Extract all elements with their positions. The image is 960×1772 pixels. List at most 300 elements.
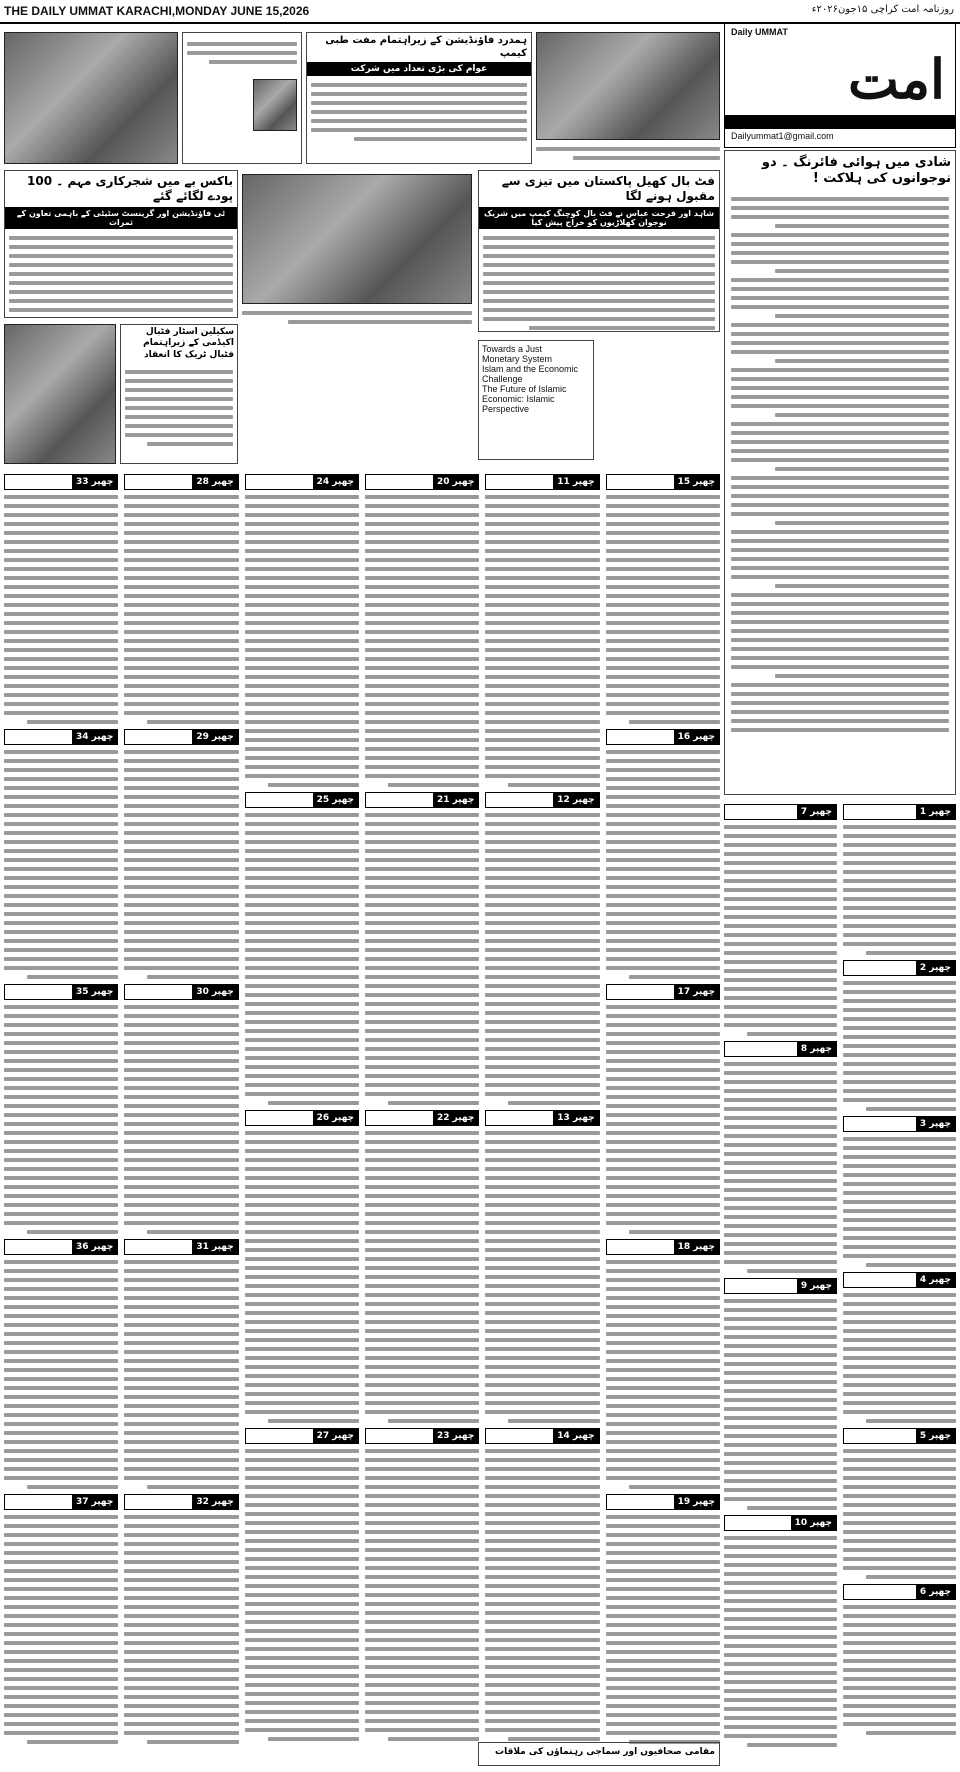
text-line [124,795,238,799]
text-line [365,549,479,553]
text-line [365,693,479,697]
text-line [606,585,720,589]
text-line [4,1668,118,1672]
text-line [365,1029,479,1033]
section-tag-number: چھپر 30 [192,985,237,999]
text-line [365,1728,479,1732]
text-line [4,1560,118,1564]
text-line [124,1332,238,1336]
text-line [508,1737,599,1741]
text-line [843,1164,956,1168]
text-line [124,957,238,961]
text-line [365,1449,479,1453]
text-line [724,1317,837,1321]
text-line [724,1626,837,1630]
text-line [124,1077,238,1081]
text-line [724,924,837,928]
text-line [485,1230,599,1234]
text-line [245,540,359,544]
text-line [124,921,238,925]
section-tag [245,1110,359,1126]
section-tag-number: چھپر 12 [553,793,598,807]
text-line [245,675,359,679]
text-line [4,1422,118,1426]
text-line [606,1404,720,1408]
text-line [724,1599,837,1603]
text-line [245,1485,359,1489]
text-line [365,921,479,925]
text-line [365,1356,479,1360]
book-line-2: Monetary System [482,354,553,364]
text-line [124,504,238,508]
text-line [124,1122,238,1126]
text-line [724,879,837,883]
text-line [124,1686,238,1690]
text-line [365,720,479,724]
text-line [365,1176,479,1180]
section-tag-number: چھپر 25 [313,793,358,807]
text-line [245,885,359,889]
text-line [843,1218,956,1222]
text-line [245,1320,359,1324]
column-6 [365,470,479,1766]
text-line [485,495,599,499]
text-line [606,1104,720,1108]
text-line [245,630,359,634]
text-line [606,1587,720,1591]
text-line [485,1284,599,1288]
section-tag [724,1278,837,1294]
text-line [606,576,720,580]
text-line [124,1041,238,1045]
text-line [724,825,837,829]
text-line [629,1485,720,1489]
text-line [365,840,479,844]
text-line [245,957,359,961]
text-line [4,1404,118,1408]
text-line [124,1551,238,1555]
text-line [124,1677,238,1681]
text-line [245,903,359,907]
section-tag [365,1428,479,1444]
text-line [365,1548,479,1552]
text-line [4,1032,118,1036]
text-line [4,1278,118,1282]
text-line [365,1365,479,1369]
text-line [365,1656,479,1660]
text-line [124,1149,238,1153]
text-line [365,1719,479,1723]
text-line [606,876,720,880]
text-line [606,813,720,817]
text-line [245,1002,359,1006]
text-line [124,1176,238,1180]
text-line [365,894,479,898]
text-line [843,1311,956,1315]
text-line [245,1356,359,1360]
text-line [724,1197,837,1201]
text-line [4,849,118,853]
text-line [124,804,238,808]
text-line [245,1212,359,1216]
column-grid-left [4,470,720,1766]
text-line [606,1260,720,1264]
text-line [365,1065,479,1069]
text-line [245,1512,359,1516]
text-line [124,1431,238,1435]
text-line [245,648,359,652]
text-line [365,747,479,751]
text-line [4,1542,118,1546]
photo-portrait [253,79,297,131]
text-line [843,1302,956,1306]
text-line [485,912,599,916]
football-subhead: شاہد اور فرحت عباس نے فٹ بال کوچنگ کیمپ میں شریک نوجوان کھلاڑیوں کو خراج پیش کیا [479,207,719,229]
text-line [4,1104,118,1108]
text-line [485,1710,599,1714]
text-line [724,1590,837,1594]
text-line [365,966,479,970]
text-line [124,912,238,916]
text-line [485,1194,599,1198]
text-line [724,1488,837,1492]
text-line [124,750,238,754]
text-line [245,939,359,943]
text-line [4,822,118,826]
text-line [724,1362,837,1366]
text-line [4,1632,118,1636]
football-headline: فٹ بال کھیل پاکستان میں تیزی سے مقبول ہونے لگا [501,174,715,203]
text-line [124,867,238,871]
text-line [124,786,238,790]
text-line [724,969,837,973]
text-line [485,522,599,526]
text-line [365,702,479,706]
text-line [245,657,359,661]
text-line [724,1734,837,1738]
text-line [124,930,238,934]
text-line [124,648,238,652]
text-line [606,948,720,952]
text-line [124,831,238,835]
text-line [843,1155,956,1159]
text-line [4,1059,118,1063]
text-line [629,720,720,724]
text-line [365,1302,479,1306]
text-line [245,1221,359,1225]
section-tag [485,792,599,808]
text-line [245,1302,359,1306]
text-line [4,1122,118,1126]
text-line [843,1254,956,1258]
text-line [485,822,599,826]
text-line [365,630,479,634]
text-line [724,987,837,991]
column-1 [843,800,956,1766]
text-line [4,630,118,634]
text-line [245,1611,359,1615]
text-line [606,1623,720,1627]
text-line [724,1461,837,1465]
text-line [724,1098,837,1102]
text-line [606,1149,720,1153]
section-tag-number: چھپر 4 [916,1273,955,1287]
text-line [124,639,238,643]
text-line [724,978,837,982]
text-line [245,1011,359,1015]
text-line [365,822,479,826]
text-line [124,1614,238,1618]
section-tag [124,984,238,1000]
text-line [365,1392,479,1396]
text-line [245,1665,359,1669]
text-line [843,1182,956,1186]
text-line [388,1419,479,1423]
text-line [124,759,238,763]
text-line [606,1122,720,1126]
text-line [365,993,479,997]
text-line [124,1413,238,1417]
text-line [245,1728,359,1732]
text-line [245,1401,359,1405]
text-line [485,675,599,679]
text-line [245,1092,359,1096]
text-line [4,1524,118,1528]
text-line [843,1521,956,1525]
text-line [245,702,359,706]
text-line [4,1005,118,1009]
text-line [606,1077,720,1081]
section-tag [124,1494,238,1510]
text-line [365,1320,479,1324]
text-line [724,1416,837,1420]
text-line [606,612,720,616]
text-line [606,1131,720,1135]
text-line [4,1533,118,1537]
text-line [724,1653,837,1657]
text-line [365,666,479,670]
text-line [485,1365,599,1369]
text-line [124,840,238,844]
text-line [4,1194,118,1198]
text-line [245,1593,359,1597]
text-line [606,1422,720,1426]
text-line [124,549,238,553]
text-line [606,1296,720,1300]
text-line [245,1149,359,1153]
text-line [124,1359,238,1363]
text-line [245,684,359,688]
text-line [4,957,118,961]
text-line [843,999,956,1003]
text-line [245,1257,359,1261]
text-line [245,729,359,733]
text-line [365,1458,479,1462]
text-line [485,765,599,769]
text-line [4,903,118,907]
photo-tree-planting [4,32,178,164]
text-line [843,1410,956,1414]
masthead [724,22,956,148]
text-line [485,729,599,733]
text-line [124,1632,238,1636]
text-line [245,1674,359,1678]
text-line [724,1215,837,1219]
text-line [4,912,118,916]
text-line [245,1167,359,1171]
text-line [124,1260,238,1264]
text-line [485,1602,599,1606]
text-line [245,1710,359,1714]
text-line [485,1548,599,1552]
text-line [4,930,118,934]
text-line [365,1665,479,1669]
text-line [606,1314,720,1318]
text-line [843,1614,956,1618]
text-line [365,711,479,715]
text-line [485,1575,599,1579]
text-line [124,1386,238,1390]
text-line [606,759,720,763]
text-line [866,951,956,955]
text-line [365,1638,479,1642]
section-tag-number: چھپر 7 [797,805,836,819]
text-line [147,720,238,724]
text-line [606,966,720,970]
text-line [365,675,479,679]
text-line [4,1296,118,1300]
text-line [124,1212,238,1216]
text-line [606,1467,720,1471]
masthead-rule [725,115,955,129]
text-line [843,852,956,856]
text-line [843,1356,956,1360]
text-line [245,765,359,769]
text-line [365,1020,479,1024]
text-line [147,1740,238,1744]
text-line [245,867,359,871]
text-line [245,930,359,934]
text-line [245,1692,359,1696]
text-line [365,1338,479,1342]
text-line [724,1671,837,1675]
text-line [508,783,599,787]
text-line [843,1392,956,1396]
text-line [724,1089,837,1093]
text-line [124,1587,238,1591]
text-line [724,888,837,892]
text-line [245,1029,359,1033]
text-line [4,1605,118,1609]
text-line [245,1584,359,1588]
text-line [606,1368,720,1372]
section-tag-number: چھپر 16 [674,730,719,744]
text-line [606,750,720,754]
text-line [606,1569,720,1573]
text-line [485,684,599,688]
text-line [606,1632,720,1636]
text-line [124,1605,238,1609]
text-line [365,1329,479,1333]
text-line [365,1494,479,1498]
text-line [606,1440,720,1444]
text-line [124,1596,238,1600]
text-line [245,1494,359,1498]
text-line [124,1422,238,1426]
section-tag [4,729,118,745]
section-tag [245,792,359,808]
text-line [245,1074,359,1078]
text-line [365,1131,479,1135]
text-line [365,1374,479,1378]
text-line [365,1467,479,1471]
text-line [4,1722,118,1726]
text-line [485,1092,599,1096]
text-line [245,1638,359,1642]
text-line [843,1530,956,1534]
text-line [124,693,238,697]
text-line [4,759,118,763]
text-line [724,1716,837,1720]
section-tag-number: چھپر 3 [916,1117,955,1131]
text-line [4,1614,118,1618]
text-line [843,1539,956,1543]
text-line [843,1236,956,1240]
column-5 [245,470,359,1766]
text-line [843,1485,956,1489]
text-line [27,1485,118,1489]
text-line [606,513,720,517]
text-line [606,1185,720,1189]
text-line [485,1620,599,1624]
photo-football-team [536,32,720,140]
text-line [606,1332,720,1336]
text-line [245,612,359,616]
text-line [365,1584,479,1588]
text-line [606,1041,720,1045]
text-line [606,504,720,508]
text-line [4,795,118,799]
text-line [4,885,118,889]
text-line [724,1398,837,1402]
text-line [365,1629,479,1633]
text-line [124,1185,238,1189]
text-line [606,858,720,862]
text-line [843,1695,956,1699]
text-line [485,1503,599,1507]
text-line [843,861,956,865]
english-dateline: THE DAILY UMMAT KARACHI,MONDAY JUNE 15,2026 [4,4,310,18]
text-line [365,1074,479,1078]
text-line [245,585,359,589]
text-line [365,1530,479,1534]
text-line [606,1176,720,1180]
text-line [508,1101,599,1105]
text-line [365,1311,479,1315]
text-line [4,504,118,508]
text-line [365,1674,479,1678]
text-line [365,567,479,571]
text-line [245,1548,359,1552]
text-line [606,531,720,535]
text-line [245,1602,359,1606]
text-line [485,1530,599,1534]
text-line [843,906,956,910]
section-tag-number: چھپر 35 [72,985,117,999]
text-line [724,960,837,964]
text-line [724,843,837,847]
text-line [606,1560,720,1564]
